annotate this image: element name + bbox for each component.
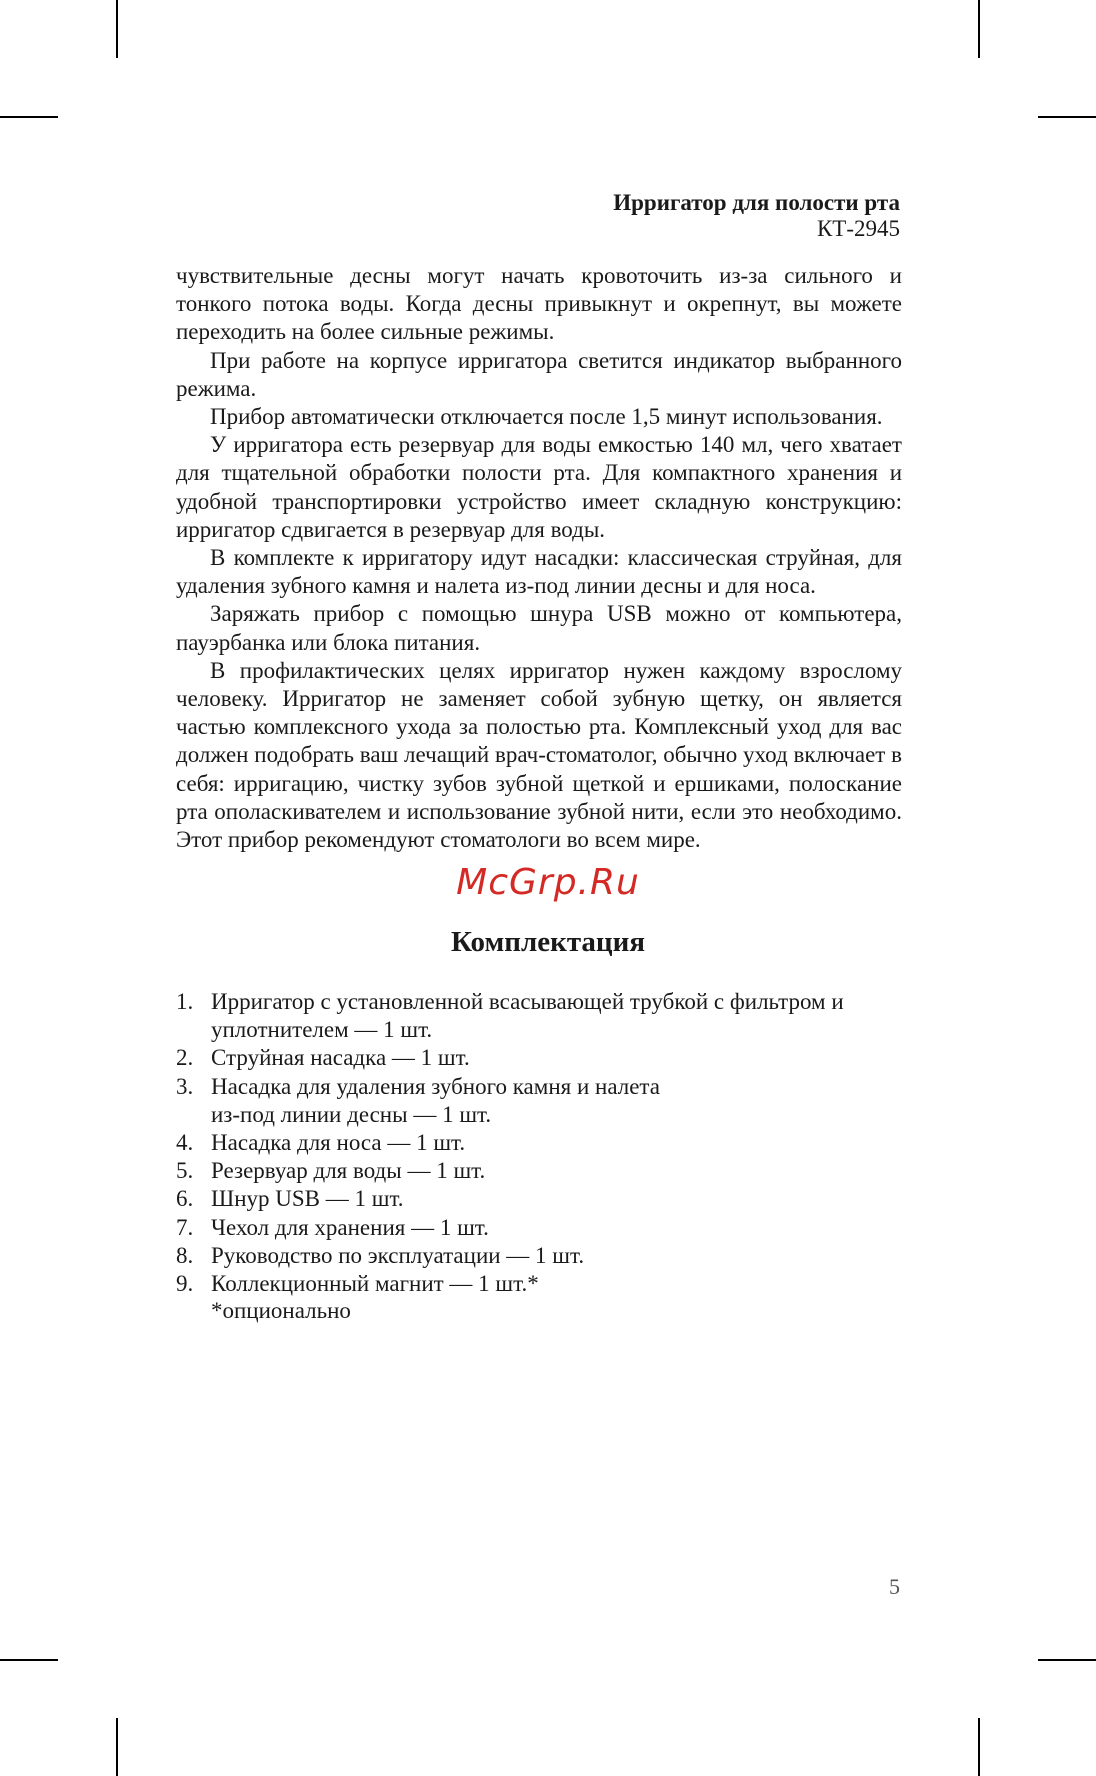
crop-mark-top-right-horizontal [1038, 116, 1096, 118]
list-item-text: Шнур USB — 1 шт. [211, 1186, 404, 1212]
paragraph: чувствительные десны могут начать кровоточить из-за сильного и тонкого потока воды. Когда десны привыкнут и окрепнут, вы можете переходить на более сильные режимы. [176, 263, 902, 345]
list-item-text: Коллекционный магнит — 1 шт.* [211, 1271, 539, 1297]
header-model: КТ-2945 [816, 216, 900, 241]
crop-mark-bottom-left-horizontal [0, 1659, 58, 1661]
body-text [176, 262, 902, 854]
list-item [176, 988, 902, 1044]
list-item-text: Руководство по эксплуатации — 1 шт. [211, 1242, 585, 1268]
list-item [176, 1242, 902, 1270]
list-item-number: 5. [176, 1158, 194, 1184]
paragraph: В профилактических целях ирригатор нужен каждому взрослому человеку. Ирригатор не заменяет собой зубную щетку, он является частью комплексного ухода за полостью рта. Комплексный уход для вас должен подобрать ваш лечащий врач-стоматолог, обычно уход включает в себя: ирригацию, чистку зубов зубной щеткой и ершиками, полоскание рта ополаскивателем и использование зубной нити, если это необходимо. Этот прибор рекомендуют стоматологи во всем мире. [176, 657, 902, 853]
list-item [176, 1129, 902, 1157]
watermark: McGrp.Ru [456, 862, 640, 903]
list-item-text: Струйная насадка — 1 шт. [211, 1045, 470, 1071]
kit-list [176, 988, 902, 1298]
list-item [176, 1214, 902, 1242]
list-item-text: Насадка для носа — 1 шт. [211, 1130, 466, 1156]
list-item-text-continued: из-под линии десны — 1 шт. [211, 1101, 492, 1127]
crop-mark-top-right-vertical [978, 0, 980, 58]
list-item [176, 1157, 902, 1185]
list-item [176, 1185, 902, 1213]
list-item-text: Насадка для удаления зубного камня и налета [211, 1073, 660, 1099]
list-item-number: 9. [176, 1271, 194, 1297]
crop-mark-top-left-horizontal [0, 116, 58, 118]
list-item-number: 7. [176, 1214, 194, 1240]
list-item-number: 3. [176, 1073, 194, 1099]
section-title: Комплектация [450, 926, 646, 958]
running-header [613, 190, 900, 242]
crop-mark-top-left-vertical [116, 0, 118, 58]
paragraph: У ирригатора есть резервуар для воды емкостью 140 мл, чего хватает для тщательной обработки полости рта. Для компактного хранения и удобной транспортировки устройство имеет складную конструкцию: ирригатор сдвигается в резервуар для воды. [176, 432, 902, 542]
list-item [176, 1073, 902, 1129]
list-item [176, 1044, 902, 1072]
list-item-number: 2. [176, 1045, 194, 1071]
list-item-number: 4. [176, 1130, 194, 1156]
list-item-number: 1. [176, 989, 194, 1014]
page-number: 5 [889, 1574, 900, 1599]
list-item-text: Ирригатор с установленной всасывающей трубкой с фильтром и уплотнителем — 1 шт. [211, 989, 844, 1043]
list-item-text: Резервуар для воды — 1 шт. [211, 1158, 486, 1184]
paragraph: В комплекте к ирригатору идут насадки: классическая струйная, для удаления зубного камня и налета из-под линии десны и для носа. [176, 545, 902, 599]
list-item-number: 8. [176, 1242, 194, 1268]
header-title: Ирригатор для полости рта [613, 190, 900, 215]
paragraph: Заряжать прибор с помощью шнура USB можно от компьютера, пауэрбанка или блока питания. [176, 601, 902, 655]
crop-mark-bottom-right-horizontal [1038, 1659, 1096, 1661]
paragraph: Прибор автоматически отключается после 1,5 минут использования. [210, 404, 883, 430]
crop-mark-bottom-left-vertical [116, 1718, 118, 1776]
list-item [176, 1270, 902, 1298]
list-item-number: 6. [176, 1186, 194, 1212]
paragraph: При работе на корпусе ирригатора светится индикатор выбранного режима. [176, 347, 902, 401]
list-item-text: Чехол для хранения — 1 шт. [211, 1214, 489, 1240]
crop-mark-bottom-right-vertical [978, 1718, 980, 1776]
footnote: *опционально [211, 1298, 351, 1323]
